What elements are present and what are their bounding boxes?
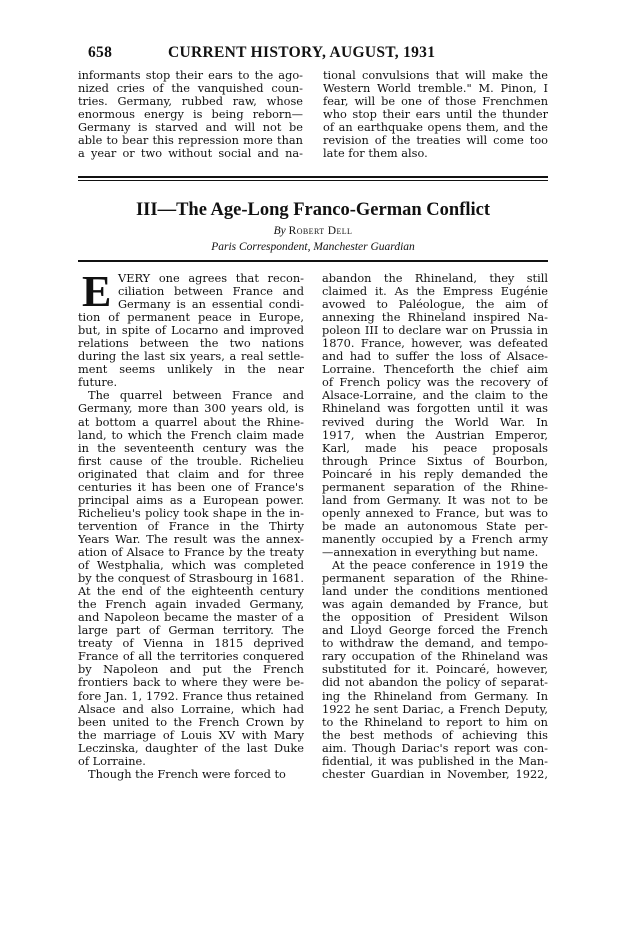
- text-line: treaty of Vienna in 1815 deprived: [78, 637, 304, 651]
- text-line: late for them also.: [323, 147, 428, 161]
- article-right-column: [322, 272, 548, 781]
- text-line: fidential, it was published in the Man-: [322, 754, 548, 768]
- text-line: aim. Though Dariac's report was con-: [322, 741, 548, 755]
- section-rule-bottom: [78, 260, 548, 262]
- text-line: a year or two without social and na-: [78, 147, 303, 161]
- text-line: At the end of the eighteenth century: [78, 585, 304, 599]
- text-line: nized cries of the vanquished coun-: [78, 82, 303, 96]
- text-line: tion of permanent peace in Europe,: [78, 311, 304, 325]
- drop-cap: E: [82, 267, 112, 316]
- text-line: Poincaré in his reply demanded the: [322, 467, 548, 481]
- text-line: permanent separation of the Rhine-: [322, 572, 548, 586]
- byline-prefix: By: [273, 225, 286, 237]
- text-line: but, in spite of Locarno and improved: [78, 324, 304, 338]
- section-rule-top: [78, 176, 548, 178]
- running-header: [88, 44, 548, 64]
- text-line: the marriage of Louis XV with Mary: [78, 728, 304, 742]
- text-line: of Lorraine.: [78, 754, 146, 768]
- author-affiliation: Paris Correspondent, Manchester Guardian: [211, 241, 415, 253]
- page-number: 658: [88, 44, 113, 61]
- text-line: France of all the territories conquered: [78, 650, 304, 664]
- article-title: III—The Age-Long Franco-German Conflict: [135, 200, 491, 220]
- text-line: revision of the treaties will come too: [323, 134, 548, 148]
- text-line: centuries it has been one of France's: [78, 480, 304, 494]
- text-line: able to bear this repression more than: [78, 134, 303, 148]
- text-line: claimed it. As the Empress Eugénie: [322, 285, 548, 299]
- text-line: relations between the two nations: [78, 337, 304, 351]
- text-line: and had to suffer the loss of Alsace-: [322, 350, 548, 364]
- text-line: Karl, made his peace proposals: [322, 441, 548, 455]
- text-line: been united to the French Crown by: [78, 715, 304, 729]
- text-line: and Napoleon became the master of a: [78, 611, 304, 625]
- text-line: Germany is starved and will not be: [78, 121, 303, 135]
- text-line: ation of Alsace to France by the treaty: [78, 545, 304, 559]
- text-line: through Prince Sixtus of Bourbon,: [322, 454, 548, 468]
- text-line: fear, will be one of those Frenchmen: [323, 95, 548, 109]
- text-line: of an earthquake opens them, and the: [323, 121, 548, 135]
- text-line: be made an autonomous State per-: [322, 519, 548, 533]
- text-line: informants stop their ears to the ago-: [78, 69, 303, 82]
- text-line: land from Germany. It was not to be: [322, 493, 548, 507]
- text-line: principal aims as a European power.: [78, 493, 304, 507]
- text-line: Though the French were forced to: [88, 767, 286, 781]
- text-line: land under the conditions mentioned: [322, 585, 548, 599]
- text-line: At the peace conference in 1919 the: [332, 559, 548, 573]
- text-line: 1870. France, however, was defeated: [322, 337, 548, 351]
- text-line: Years War. The result was the annex-: [78, 532, 304, 546]
- text-line: land, to which the French claim made: [78, 428, 304, 442]
- text-line: Alsace and also Lorraine, which had: [78, 702, 304, 716]
- text-line: Rhineland was forgotten until it was: [322, 402, 548, 416]
- text-line: was again demanded by France, but: [322, 598, 548, 612]
- author-name: Robert Dell: [288, 225, 353, 237]
- text-line: originated that claim and for three: [78, 467, 304, 481]
- text-line: to withdraw the demand, and tempo-: [322, 637, 548, 651]
- text-line: poleon III to declare war on Prussia in: [322, 324, 548, 338]
- text-line: enormous energy is being reborn—: [78, 108, 303, 122]
- text-line: Western World tremble." M. Pinon, I: [323, 82, 548, 96]
- text-line: 1922 he sent Dariac, a French Deputy,: [322, 702, 548, 716]
- text-line: Alsace-Lorraine, and the claim to the: [322, 389, 548, 403]
- text-line: —annexation in everything but name.: [322, 545, 539, 559]
- text-line: chester Guardian in November, 1922,: [322, 767, 548, 781]
- text-line: 1917, when the Austrian Emperor,: [322, 428, 548, 442]
- text-line: VERY one agrees that recon-: [118, 272, 304, 285]
- text-line: Leczinska, daughter of the last Duke: [78, 741, 304, 755]
- text-line: Richelieu's policy took shape in the in-: [78, 506, 304, 520]
- text-line: and Lloyd George forced the French: [322, 624, 548, 638]
- text-line: future.: [78, 376, 118, 390]
- text-line: of Westphalia, which was completed: [78, 559, 304, 573]
- text-line: openly annexed to France, but was to: [322, 506, 548, 520]
- text-line: to the Rhineland to report to him on: [322, 715, 548, 729]
- text-line: ciliation between France and: [118, 285, 304, 299]
- article-left-column: [78, 267, 304, 781]
- text-line: rary occupation of the Rhineland was: [322, 650, 548, 664]
- text-line: the best methods of achieving this: [322, 728, 548, 742]
- text-line: in the seventeenth century was the: [78, 441, 304, 455]
- text-line: of French policy was the recovery of: [322, 376, 548, 390]
- text-line: fore Jan. 1, 1792. France thus retained: [78, 689, 304, 703]
- text-line: Lorraine. Thenceforth the chief aim: [322, 363, 548, 377]
- text-line: abandon the Rhineland, they still: [322, 272, 548, 285]
- text-line: the opposition of President Wilson: [322, 611, 548, 625]
- text-line: annexing the Rhineland inspired Na-: [322, 311, 548, 325]
- text-line: tional convulsions that will make the: [323, 69, 548, 82]
- text-line: by Napoleon and put the French: [78, 663, 304, 677]
- text-line: tries. Germany, rubbed raw, whose: [78, 95, 303, 109]
- text-line: did not abandon the policy of separat-: [322, 676, 548, 690]
- text-line: ment seems unlikely in the near: [78, 363, 304, 377]
- text-line: the French again invaded Germany,: [78, 598, 304, 612]
- top-right-column: [323, 69, 548, 160]
- text-line: avowed to Paléologue, the aim of: [322, 298, 548, 312]
- text-line: ing the Rhineland from Germany. In: [322, 689, 548, 703]
- text-line: manently occupied by a French army: [322, 532, 548, 546]
- text-line: large part of German territory. The: [78, 624, 304, 638]
- text-line: by the conquest of Strasbourg in 1681.: [78, 572, 304, 586]
- text-line: Germany, more than 300 years old, is: [78, 402, 304, 416]
- text-line: at bottom a quarrel about the Rhine-: [78, 415, 304, 429]
- text-line: permanent separation of the Rhine-: [322, 480, 548, 494]
- publication-title: CURRENT HISTORY, AUGUST, 1931: [168, 44, 436, 61]
- text-line: tervention of France in the Thirty: [78, 519, 304, 533]
- text-line: during the last six years, a real settle-: [78, 350, 304, 364]
- text-line: first cause of the trouble. Richelieu: [78, 454, 304, 468]
- text-line: who stop their ears until the thunder: [323, 108, 548, 122]
- section-rule-top-thin: [78, 180, 548, 181]
- text-line: substituted for it. Poincaré, however,: [322, 663, 548, 677]
- top-left-column: [78, 69, 303, 160]
- text-line: revived during the World War. In: [322, 415, 548, 429]
- text-line: frontiers back to where they were be-: [78, 676, 304, 690]
- byline: [78, 225, 548, 237]
- text-line: The quarrel between France and: [88, 389, 304, 403]
- text-line: Germany is an essential condi-: [118, 298, 304, 312]
